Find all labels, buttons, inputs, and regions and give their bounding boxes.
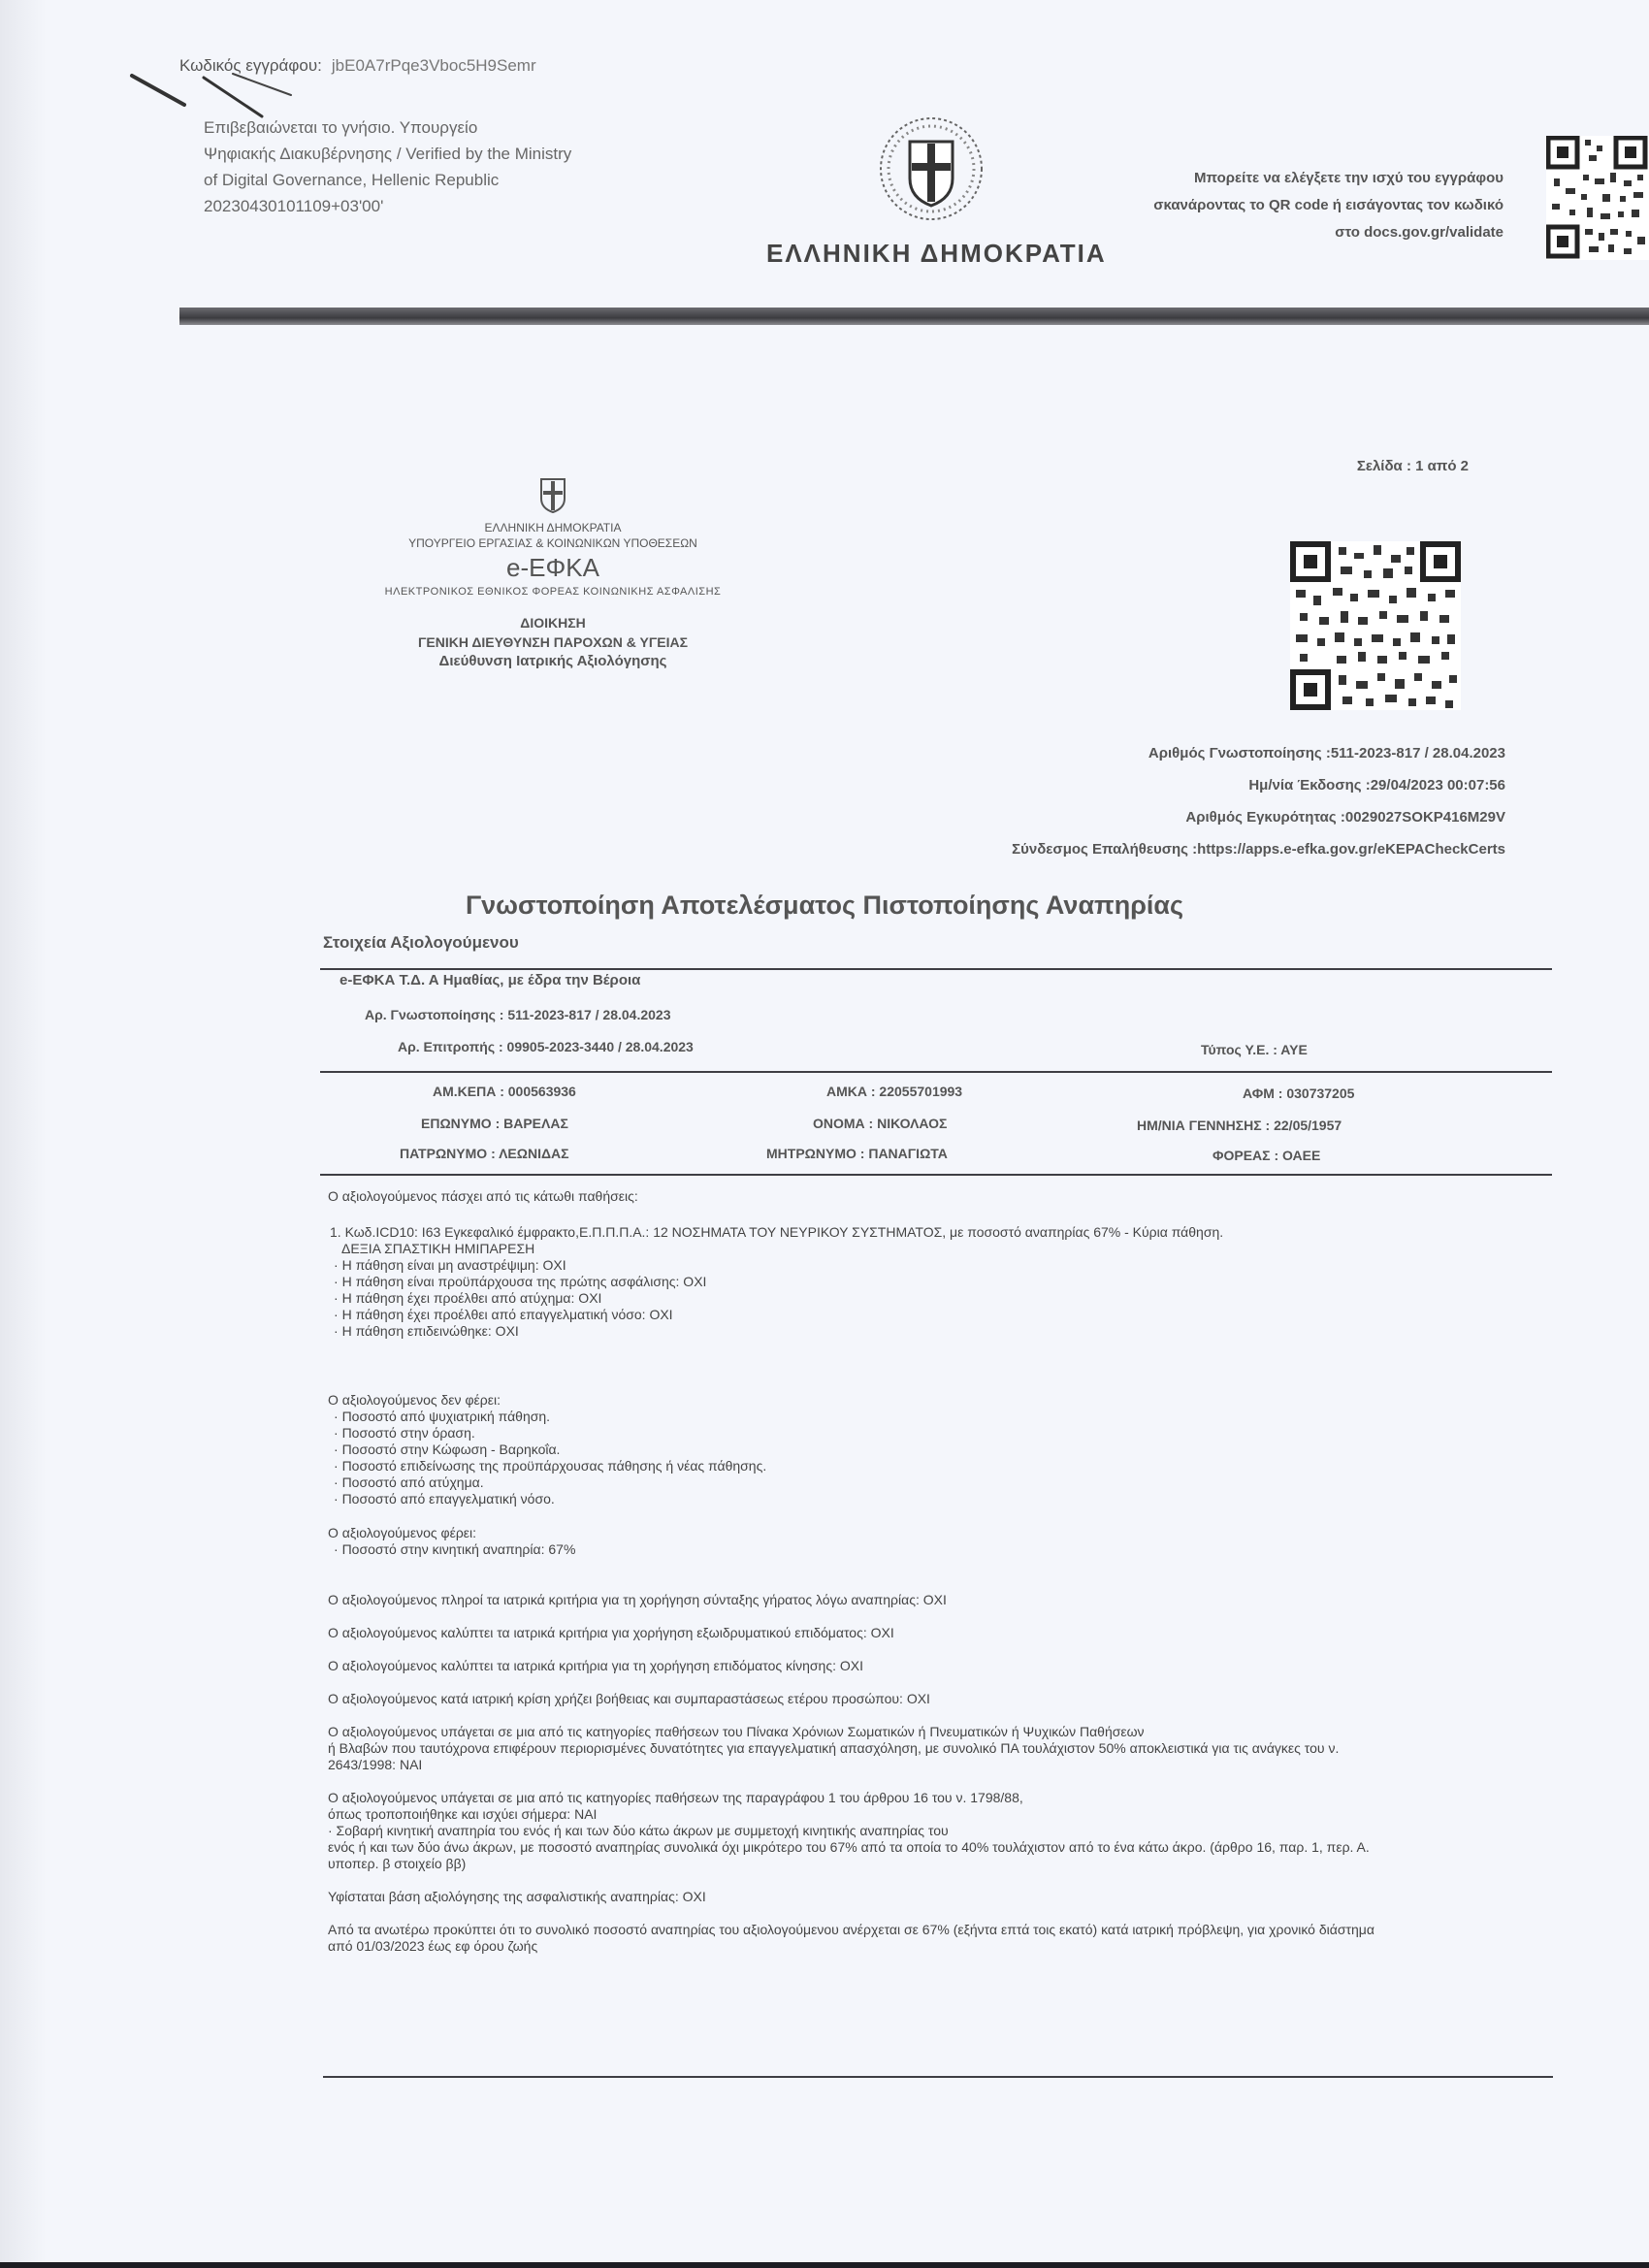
statement-line: όπως τροποποιήθηκε και ισχύει σήμερα: ΝΑΙ <box>328 1806 598 1822</box>
divider <box>320 1071 1552 1073</box>
father-name: ΠΑΤΡΩΝΥΜΟ : ΛΕΩΝΙΔΑΣ <box>400 1146 569 1161</box>
list-item: · Ποσοστό από ατύχημα. <box>334 1474 1531 1491</box>
verify-line: of Digital Governance, Hellenic Republic <box>204 171 500 189</box>
list-item: · Η πάθηση έχει προέλθει από επαγγελματική νόσο: ΟΧΙ <box>334 1307 1531 1323</box>
amkepa: ΑΜ.ΚΕΠΑ : 000563936 <box>433 1084 576 1099</box>
divider <box>320 968 1552 970</box>
list-item: · Η πάθηση έχει προέλθει από ατύχημα: ΟΧΙ <box>334 1290 1531 1307</box>
list-item: · Η πάθηση είναι προϋπάρχουσα της πρώτης ασφάλισης: ΟΧΙ <box>334 1274 1531 1290</box>
qr-note-line: στο docs.gov.gr/validate <box>1335 224 1504 241</box>
committee-no: Αρ. Επιτροπής : 09905-2023-3440 / 28.04.2023 <box>398 1039 694 1054</box>
agency-fullname: ΗΛΕΚΤΡΟΝΙΚΟΣ ΕΘΝΙΚΟΣ ΦΟΡΕΑΣ ΚΟΙΝΩΝΙΚΗΣ ΑΣΦΑΛΙΣΗΣ <box>384 586 722 598</box>
list-item: · Ποσοστό από επαγγελματική νόσο. <box>334 1491 1531 1507</box>
suffers-intro: Ο αξιολογούμενος πάσχει από τις κάτωθι παθήσεις: <box>328 1188 638 1204</box>
insurer: ΦΟΡΕΑΣ : ΟΑΕΕ <box>1212 1148 1321 1163</box>
statement-line: 2643/1998: ΝΑΙ <box>328 1757 423 1772</box>
issue-date: Ημ/νία Έκδοσης :29/04/2023 00:07:56 <box>1248 777 1505 794</box>
verify-line: Ψηφιακής Διακυβέρνησης / Verified by the Ministry <box>204 145 572 163</box>
diagnosis: 1. Κωδ.ICD10: I63 Εγκεφαλικό έμφρακτο,Ε.Π.Π.Π.Α.: 12 ΝΟΣΗΜΑΤΑ ΤΟΥ ΝΕΥΡΙΚΟΥ ΣΥΣΤΗΜΑΤΟΣ, με ποσοστό αναπηρίας 67% - Κύρια πάθηση. <box>330 1224 1224 1240</box>
list-item: · Η πάθηση είναι μη αναστρέψιμη: ΟΧΙ <box>334 1257 1531 1274</box>
statement-line: από 01/03/2023 έως εφ όρου ζωής <box>328 1938 538 1954</box>
statement: Ο αξιολογούμενος κατά ιατρική κρίση χρήζει βοήθειας και συμπαραστάσεως ετέρου προσώπου: ΟΧΙ <box>328 1691 930 1706</box>
agency-dept: ΔΙΟΙΚΗΣΗ <box>520 615 586 631</box>
agency-name: e-ΕΦΚΑ <box>506 553 599 582</box>
statement: Υφίσταται βάση αξιολόγησης της ασφαλιστικής αναπηρίας: ΟΧΙ <box>328 1889 706 1904</box>
document-code-value: jbE0A7rPqe3Vboc5H9Semr <box>331 56 536 75</box>
verification-stamp <box>204 114 571 219</box>
not-bear-list <box>328 1409 1531 1507</box>
divider <box>320 1174 1552 1176</box>
birthdate: ΗΜ/ΝΙΑ ΓΕΝΝΗΣΗΣ : 22/05/1957 <box>1137 1118 1342 1133</box>
notice-number: Αριθμός Γνωστοποίησης :511-2023-817 / 28.04.2023 <box>1148 745 1505 761</box>
greek-coat-of-arms-icon <box>871 114 991 227</box>
statement: Ο αξιολογούμενος καλύπτει τα ιατρικά κριτήρια για τη χορήγηση επιδόματος κίνησης: ΟΧΙ <box>328 1658 863 1673</box>
list-item: · Ποσοστό επιδείνωσης της προϋπάρχουσας πάθησης ή νέας πάθησης. <box>334 1458 1531 1474</box>
amka: ΑΜΚΑ : 22055701993 <box>826 1084 963 1099</box>
list-item: · Η πάθηση επιδεινώθηκε: ΟΧΙ <box>334 1323 1531 1340</box>
small-emblem-icon <box>534 475 572 514</box>
agency-header <box>369 475 737 671</box>
list-item: · Ποσοστό από ψυχιατρική πάθηση. <box>334 1409 1531 1425</box>
list-item: · Ποσοστό στην Κώφωση - Βαρηκοΐα. <box>334 1442 1531 1458</box>
page-number: Σελίδα : 1 από 2 <box>1356 458 1469 474</box>
diagnosis-list <box>328 1257 1531 1340</box>
agency-republic: ΕΛΛΗΝΙΚΗ ΔΗΜΟΚΡΑΤΙΑ <box>484 521 622 535</box>
diagnosis-sub: ΔΕΞΙΑ ΣΠΑΣΤΙΚΗ ΗΜΙΠΑΡΕΣΗ <box>341 1241 535 1256</box>
assessment-body <box>328 1188 1531 1955</box>
notice-no: Αρ. Γνωστοποίησης : 511-2023-817 / 28.04.2023 <box>365 1007 671 1022</box>
statement-line: ενός ή και των δύο άνω άκρων, με ποσοστό αναπηρίας συνολικά όχι μικρότερο του 67% από τα οποία το 40% τουλάχιστον από το ένα κάτω άκρο. (άρθρο 16, παρ. 1, περ. Α. <box>328 1839 1370 1855</box>
document-title: Γνωστοποίηση Αποτελέσματος Πιστοποίησης Αναπηρίας <box>465 891 1184 920</box>
statement-line: ή Βλαβών που ταυτόχρονα επιφέρουν περιορισμένες δυνατότητες για επαγγελματική απασχόληση, με συνολικό ΠΑ τουλάχιστον 50% αποκλειστικά για τις ανάγκες του ν. <box>328 1740 1340 1756</box>
mother-name: ΜΗΤΡΩΝΥΜΟ : ΠΑΝΑΓΙΩΤΑ <box>766 1146 948 1161</box>
scan-edge-shadow <box>0 0 47 2268</box>
bears-intro: Ο αξιολογούμενος φέρει: <box>328 1525 477 1540</box>
qr-note-line: σκανάροντας το QR code ή εισάγοντας τον κωδικό <box>1153 197 1504 213</box>
qr-code-icon[interactable] <box>1290 541 1461 710</box>
qr-note-line: Μπορείτε να ελέγξετε την ισχύ του εγγράφου <box>1194 170 1504 186</box>
committee-type: Τύπος Υ.Ε. : ΑΥΕ <box>1201 1042 1308 1057</box>
scan-bottom-edge <box>0 2262 1649 2268</box>
office-name: e-ΕΦΚΑ Τ.Δ. Α Ημαθίας, με έδρα την Βέροια <box>340 972 641 988</box>
agency-dept: Διεύθυνση Ιατρικής Αξιολόγησης <box>438 653 667 669</box>
not-bear-intro: Ο αξιολογούμενος δεν φέρει: <box>328 1392 501 1408</box>
state-title: ΕΛΛΗΝΙΚΗ ΔΗΜΟΚΡΑΤΙΑ <box>766 239 1107 268</box>
verification-link[interactable]: Σύνδεσμος Επαλήθευσης :https://apps.e-efka.gov.gr/eKEPACheckCerts <box>1012 841 1505 858</box>
agency-ministry: ΥΠΟΥΡΓΕΙΟ ΕΡΓΑΣΙΑΣ & ΚΟΙΝΩΝΙΚΩΝ ΥΠΟΘΕΣΕΩΝ <box>408 536 697 550</box>
qr-code-icon[interactable] <box>1546 136 1649 260</box>
firstname: ΟΝΟΜΑ : ΝΙΚΟΛΑΟΣ <box>813 1116 948 1131</box>
footer-divider <box>323 2076 1553 2078</box>
statement-line: Ο αξιολογούμενος υπάγεται σε μια από τις κατηγορίες παθήσεων της παραγράφου 1 του άρθρου 16 του ν. 1798/88, <box>328 1790 1023 1805</box>
qr-validation-note <box>1153 165 1504 246</box>
reference-block <box>1012 737 1505 865</box>
statement-line: Από τα ανωτέρω προκύπτει ότι το συνολικό ποσοστό αναπηρίας του αξιολογούμενου ανέρχεται σε 67% (εξήντα επτά τοις εκατό) κατά ιατρική πρόβλεψη, για χρονικό διάστημα <box>328 1922 1374 1937</box>
list-item: · Ποσοστό στην κινητική αναπηρία: 67% <box>334 1541 1531 1558</box>
surname: ΕΠΩΝΥΜΟ : ΒΑΡΕΛΑΣ <box>421 1116 568 1131</box>
agency-dept: ΓΕΝΙΚΗ ΔΙΕΥΘΥΝΣΗ ΠΑΡΟΧΩΝ & ΥΓΕΙΑΣ <box>417 634 689 650</box>
statement: Ο αξιολογούμενος πληροί τα ιατρικά κριτήρια για τη χορήγηση σύνταξης γήρατος λόγω αναπηρίας: ΟΧΙ <box>328 1592 947 1607</box>
list-item: · Ποσοστό στην όραση. <box>334 1425 1531 1442</box>
verify-timestamp: 20230430101109+03'00' <box>204 197 384 215</box>
bears-list <box>328 1541 1531 1558</box>
document-code-label: Κωδικός εγγράφου: <box>179 56 322 75</box>
section-label: Στοιχεία Αξιολογούμενου <box>323 933 519 952</box>
verify-line: Επιβεβαιώνεται το γνήσιο. Υπουργείο <box>204 118 478 137</box>
statement-line: Ο αξιολογούμενος υπάγεται σε μια από τις κατηγορίες παθήσεων του Πίνακα Χρόνιων Σωματικών ή Πνευματικών ή Ψυχικών Παθήσεων <box>328 1724 1145 1739</box>
statement-line: υποπερ. β στοιχείο ββ) <box>328 1856 467 1871</box>
statement: Ο αξιολογούμενος καλύπτει τα ιατρικά κριτήρια για χορήγηση εξωιδρυματικού επιδόματος: ΟΧΙ <box>328 1625 894 1640</box>
afm: ΑΦΜ : 030737205 <box>1243 1085 1355 1101</box>
validity-number: Αριθμός Εγκυρότητας :0029027SOKP416M29V <box>1185 809 1505 826</box>
header-separator-band <box>179 308 1649 325</box>
document-code <box>179 56 536 76</box>
statement-line: · Σοβαρή κινητική αναπηρία του ενός ή και των δύο κάτω άκρων με συμμετοχή κινητικής αναπηρίας του <box>328 1823 949 1838</box>
